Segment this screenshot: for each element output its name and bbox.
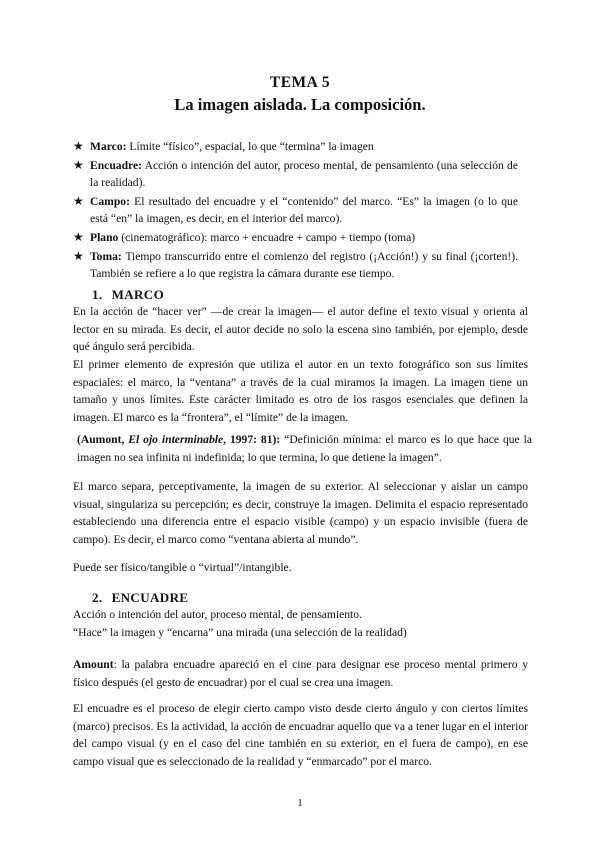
star-bullet-icon: ★ [73, 229, 84, 244]
star-bullet-icon: ★ [73, 248, 84, 263]
bullet-term: Marco: [90, 140, 127, 153]
section-number: 2. [92, 590, 103, 605]
amount-term: Amount [73, 658, 114, 671]
star-bullet-icon: ★ [73, 157, 84, 172]
section-number: 1. [92, 287, 103, 302]
quote-text: “Definición mínima: el marco es lo que hace que la imagen no sea infinita ni indefinida; lo que termina, lo que detiene la imagen”. [77, 433, 532, 464]
list-item [73, 193, 518, 228]
paragraph: El marco separa, perceptivamente, la imagen de su exterior. Al seleccionar y aislar un campo visual, singulariza su percepción; es decir, construye la imagen. Delimita el espacio representado estableciendo una diferencia entre el espacio visible (campo) y un espacio invisible (fuera de campo). Es decir, el marco como “ventana abierta al mundo”. [73, 480, 528, 546]
list-item [73, 157, 518, 192]
bullet-text: (cinematográfico): marco + encuadre + campo + tiempo (toma) [121, 230, 416, 244]
amount-text: : la palabra encuadre apareció en el cine para designar ese proceso mental primero y físico después (el gesto de encuadrar) por el cual se crea una imagen. [73, 658, 528, 689]
page-number: 1 [297, 797, 303, 809]
list-item [73, 248, 518, 283]
quote-work: El ojo interminable [128, 433, 224, 446]
paragraph [73, 656, 528, 691]
list-item [73, 229, 518, 247]
bullet-text: Acción o intención del autor, proceso mental, de pensamiento (una selección de la realidad). [90, 158, 518, 190]
bullet-text: Límite “físico”, espacial, lo que “termina” la imagen [129, 140, 374, 153]
paragraph: El primer elemento de expresión que utiliza el autor en un texto fotográfico son sus límites espaciales: el marco, la “ventana” a través de la cual miramos la imagen. La imagen tiene un tamaño y unos límites. Este carácter limitado es otro de los rasgos esenciales que definen la imagen. El marco es la “frontera”, el “límite” de la imagen. [73, 358, 528, 424]
paragraph: Acción o intención del autor, proceso mental, de pensamiento. [73, 608, 362, 621]
bullet-text: El resultado del encuadre y el “contenido” del marco. “Es” la imagen (o lo que está “en” la imagen, es decir, en el interior del marco). [90, 194, 518, 226]
paragraph: Puede ser físico/tangible o “virtual”/intangible. [73, 561, 292, 574]
bullet-term: Campo: [90, 194, 130, 208]
star-bullet-icon: ★ [73, 139, 84, 153]
star-bullet-icon: ★ [73, 193, 84, 208]
quote-paragraph [77, 431, 532, 466]
page-title: TEMA 5 [269, 74, 331, 91]
bullet-text: Tiempo transcurrido entre el comienzo del registro (¡Acción!) y su final (¡corten!). También se refiere a lo que registra la cámara durante ese tiempo. [90, 249, 518, 281]
section-heading-marco [92, 287, 164, 303]
bullet-term: Encuadre: [90, 158, 142, 172]
definitions-list [73, 138, 518, 284]
list-item [73, 138, 518, 156]
paragraph: El encuadre es el proceso de elegir cierto campo visto desde cierto ángulo y con ciertos límites (marco) precisos. Es la actividad, la acción de encuadrar aquello que va a tener lugar en el interior del campo visual (y en el caso del cine también en su exterior, en el fuera de campo), en ese campo visual que es seleccionado de la realidad y “enmarcado” por el marco. [73, 702, 528, 768]
paragraph: En la acción de “hacer ver” —de crear la imagen— el autor define el texto visual y orienta al lector en su mirada. Es decir, el autor decide no solo la escena sino también, por ejemplo, desde qué ángulo será percibida. [73, 305, 528, 354]
quote-author: (Aumont, [77, 433, 125, 446]
paragraph: “Hace” la imagen y “encarna” una mirada (una selección de la realidad) [73, 626, 407, 639]
section-title: MARCO [111, 287, 165, 302]
bullet-term: Plano [90, 230, 119, 244]
page-subtitle: La imagen aislada. La composición. [174, 95, 426, 114]
quote-ref: , 1997: 81): [223, 433, 281, 446]
bullet-term: Toma: [90, 249, 122, 263]
section-title: ENCUADRE [111, 590, 189, 605]
section-heading-encuadre [92, 590, 188, 606]
